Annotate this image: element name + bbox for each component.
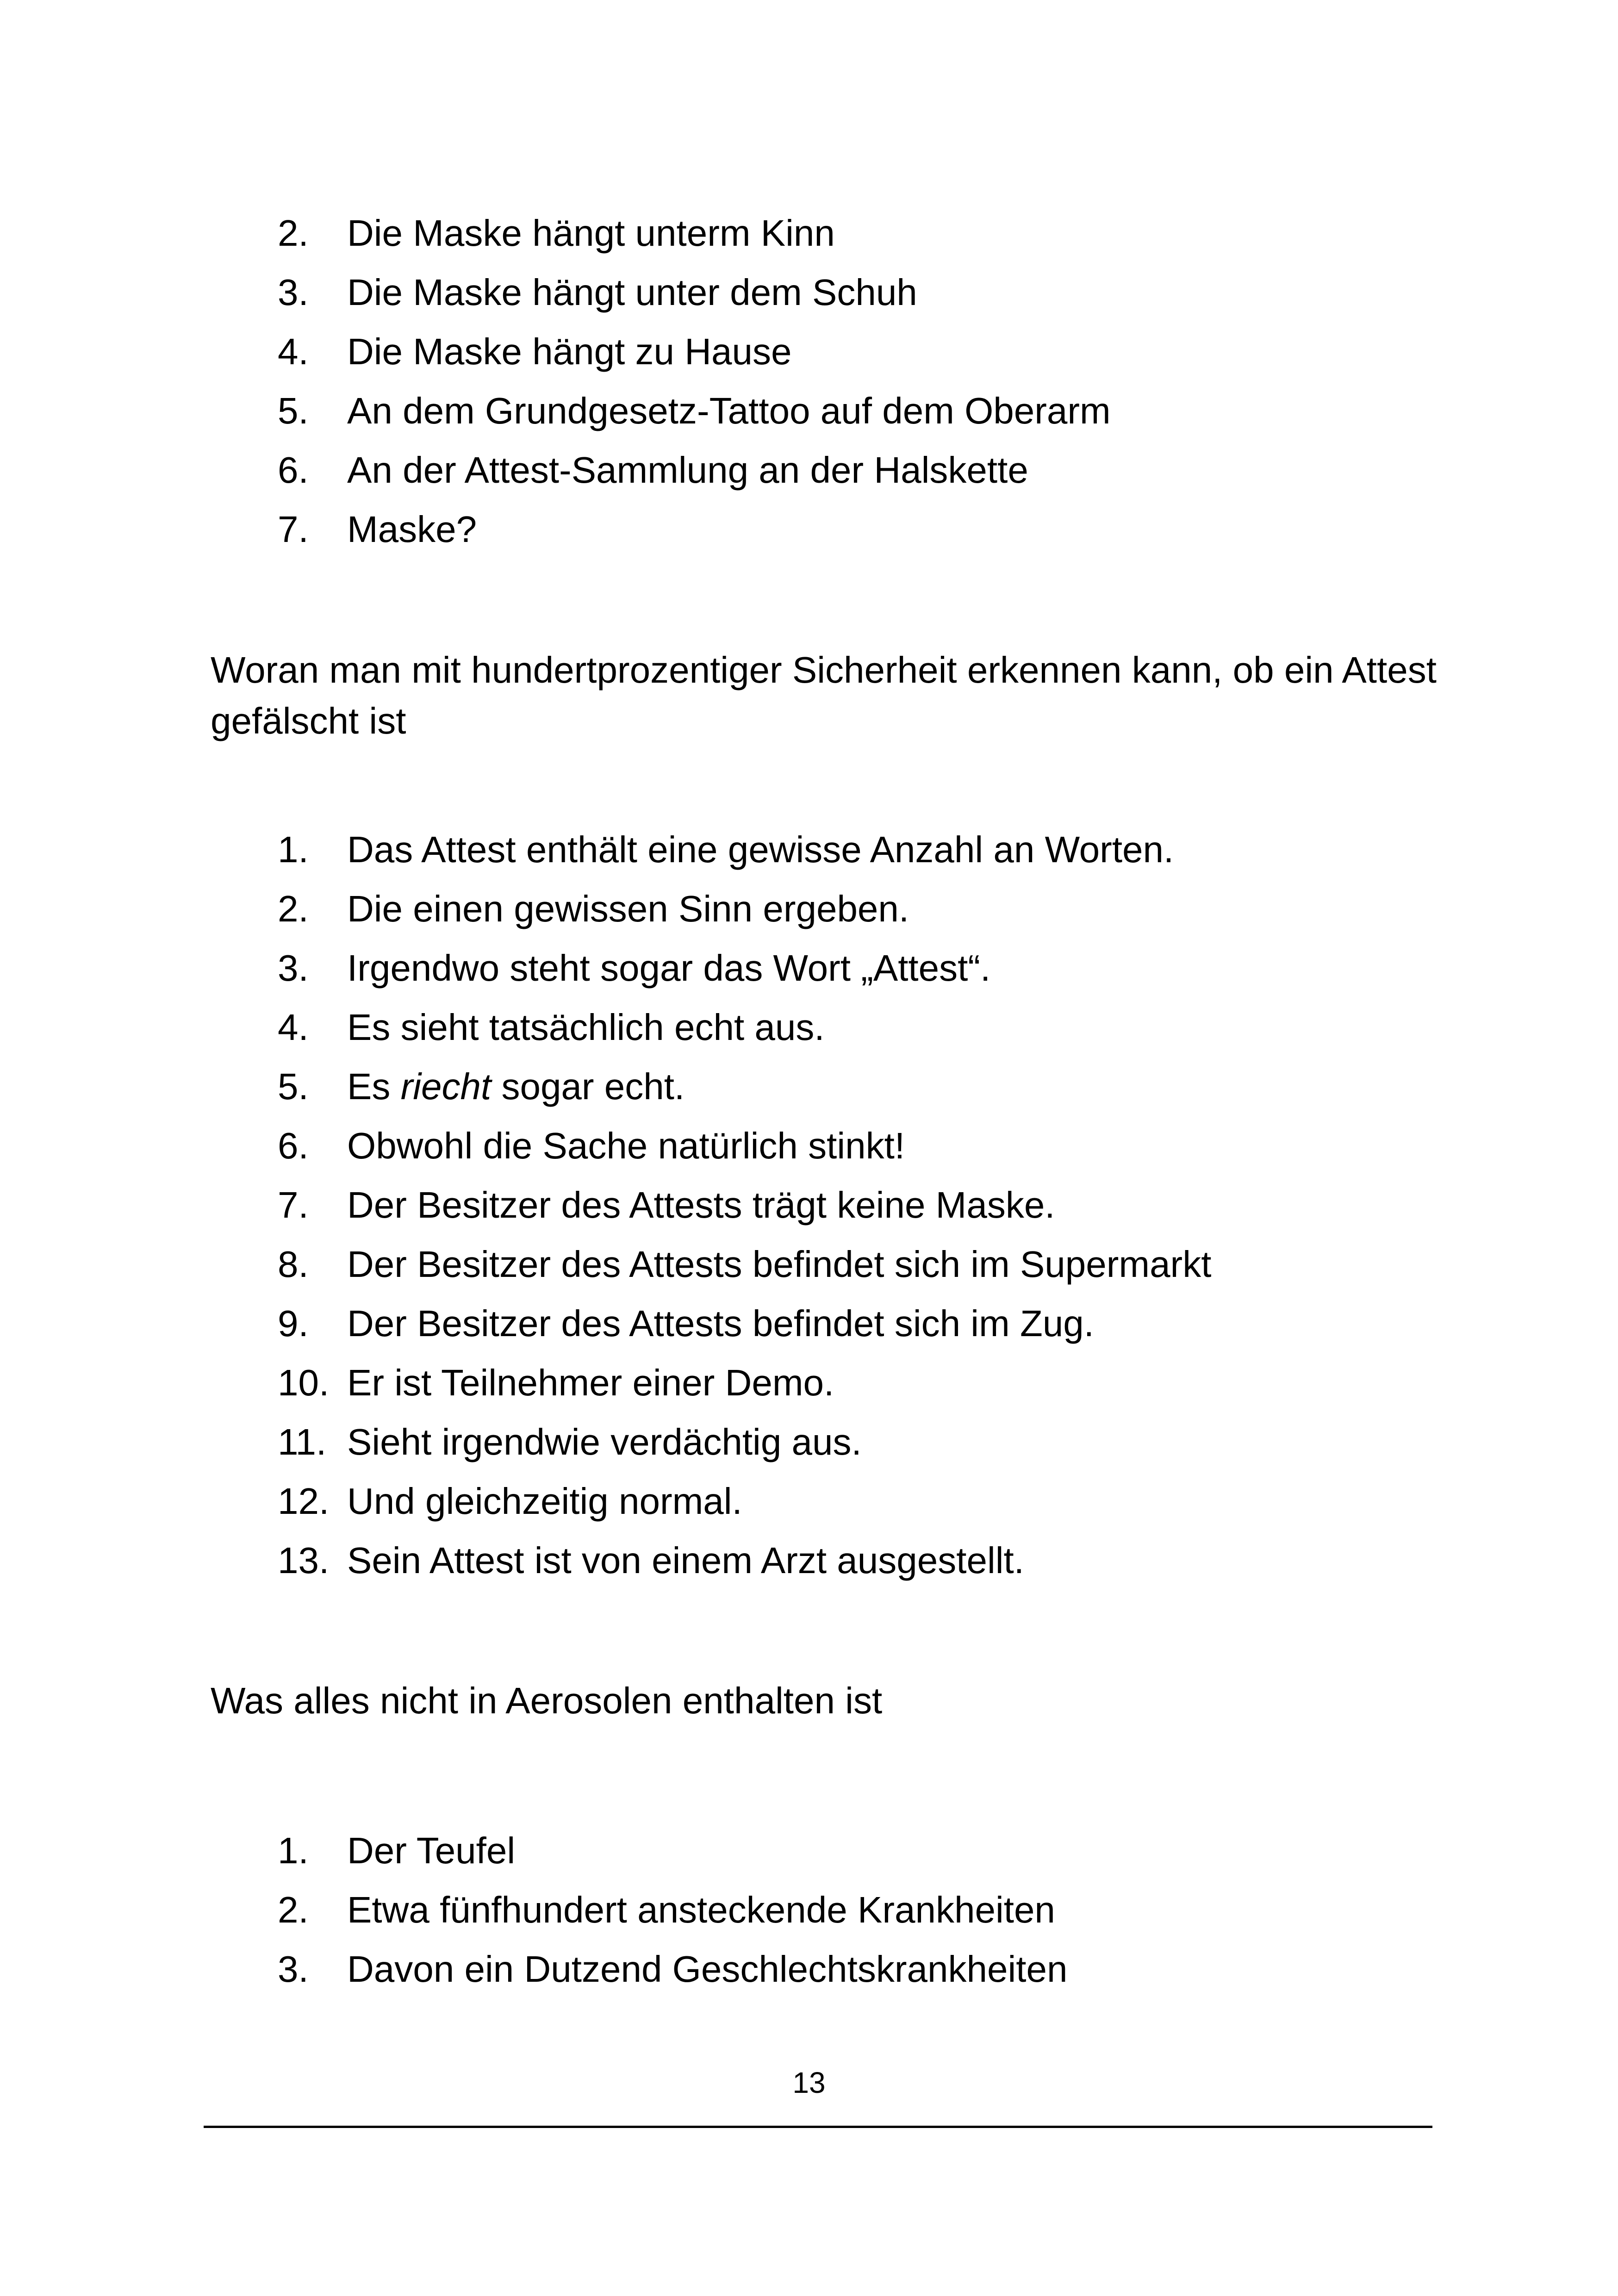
list-item-number: 3. — [278, 947, 309, 989]
list-item-text: Der Besitzer des Attests befindet sich im Zug. — [347, 1303, 1095, 1344]
list-item-text: Obwohl die Sache natürlich stinkt! — [347, 1125, 905, 1166]
list-item-text: Irgendwo steht sogar das Wort „Attest“. — [347, 947, 991, 989]
list-item-number: 6. — [278, 449, 309, 491]
list-item-number: 5. — [278, 390, 309, 431]
list-item-number: 12. — [278, 1481, 330, 1522]
list-item-number: 6. — [278, 1125, 309, 1166]
list-item-number: 9. — [278, 1303, 309, 1344]
list-item-number: 1. — [278, 1830, 309, 1871]
list-item-text: Das Attest enthält eine gewisse Anzahl an Worten. — [347, 829, 1174, 870]
list-item-number: 2. — [278, 212, 309, 254]
list-item-number: 4. — [278, 1007, 309, 1048]
list-item-number: 11. — [278, 1421, 327, 1462]
list-item-number: 4. — [278, 331, 309, 372]
list-item-text: Er ist Teilnehmer einer Demo. — [347, 1362, 834, 1403]
list-item-number: 8. — [278, 1244, 309, 1285]
list-item-number: 3. — [278, 272, 309, 313]
list-item-number: 2. — [278, 1889, 309, 1930]
list-item-text: Etwa fünfhundert ansteckende Krankheiten — [347, 1889, 1055, 1930]
list-item-text: Sein Attest ist von einem Arzt ausgestellt. — [347, 1540, 1024, 1581]
list-item-text: Die Maske hängt unterm Kinn — [347, 212, 835, 254]
list-item-text: An der Attest-Sammlung an der Halskette — [347, 449, 1028, 491]
list-item-number: 7. — [278, 509, 309, 550]
list-item-text: Davon ein Dutzend Geschlechtskrankheiten — [347, 1948, 1068, 1990]
footer-divider — [204, 2126, 1432, 2128]
list-item-number: 7. — [278, 1184, 309, 1226]
section-heading-attest: Woran man mit hundertprozentiger Sicherheit erkennen kann, ob ein Attest gefälscht ist — [211, 649, 1437, 741]
list-item-text: Die einen gewissen Sinn ergeben. — [347, 888, 909, 929]
section-heading-aerosols: Was alles nicht in Aerosolen enthalten ist — [211, 1680, 883, 1721]
list-item-number: 1. — [278, 829, 309, 870]
list-item-number: 3. — [278, 1948, 309, 1990]
list-item-text — [347, 1057, 685, 1116]
list-item-text: Sieht irgendwie verdächtig aus. — [347, 1421, 862, 1462]
list-item-text: Es sieht tatsächlich echt aus. — [347, 1007, 825, 1048]
list-item-text: Und gleichzeitig normal. — [347, 1481, 742, 1522]
list-item-number: 13. — [278, 1540, 330, 1581]
list-item-text: An dem Grundgesetz-Tattoo auf dem Oberarm — [347, 390, 1111, 431]
list-item-number: 5. — [278, 1066, 309, 1107]
list-item-text: Der Besitzer des Attests befindet sich im Supermarkt — [347, 1244, 1212, 1285]
list-item-number: 10. — [278, 1362, 330, 1403]
list-item-text: Der Besitzer des Attests trägt keine Maske. — [347, 1184, 1055, 1226]
list-item-number: 2. — [278, 888, 309, 929]
text-run: Es — [347, 1066, 401, 1107]
list-item-text: Maske? — [347, 509, 477, 550]
list-item-text: Die Maske hängt unter dem Schuh — [347, 272, 917, 313]
list-item-text: Der Teufel — [347, 1830, 516, 1871]
text-run: sogar echt. — [491, 1066, 685, 1107]
emphasis-text: riecht — [400, 1066, 492, 1107]
list-item-text: Die Maske hängt zu Hause — [347, 331, 792, 372]
page-number: 13 — [792, 2066, 826, 2099]
